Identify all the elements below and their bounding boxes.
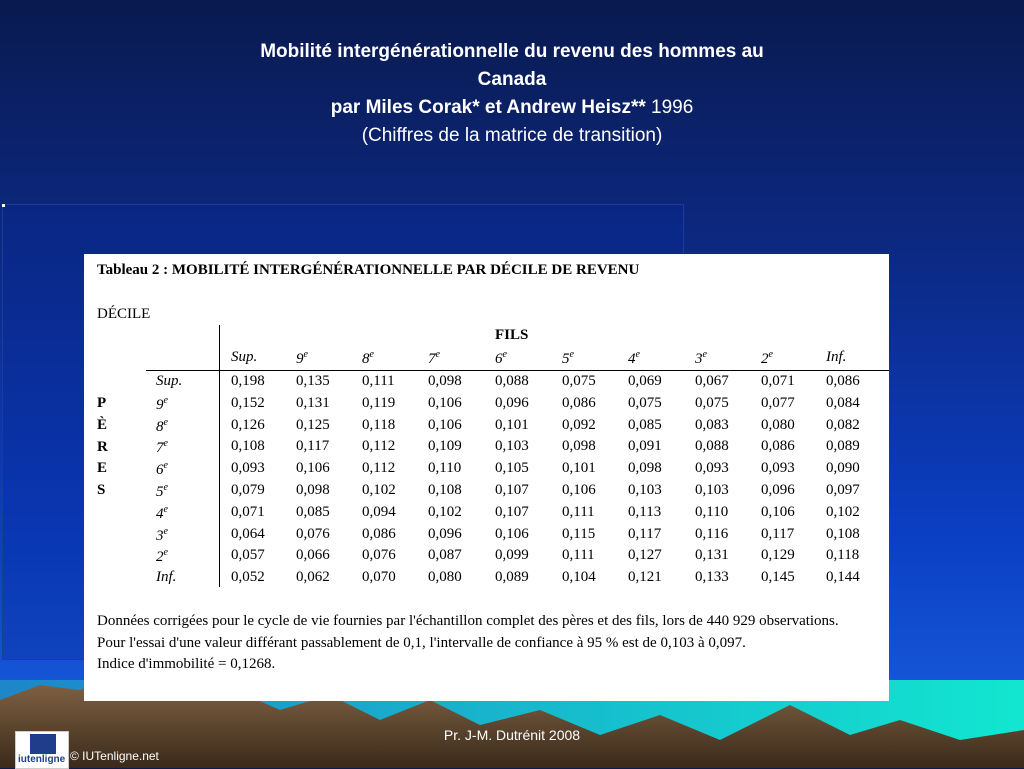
logo-text: iutenligne xyxy=(18,754,66,765)
table-cell: 0,102 xyxy=(362,482,396,498)
table-cell: 0,093 xyxy=(695,460,729,477)
column-header: 5e xyxy=(562,349,574,367)
horizontal-rule xyxy=(146,370,889,371)
footer-author: Pr. J-M. Dutrénit 2008 xyxy=(443,727,581,743)
table-cell: 0,111 xyxy=(362,373,395,389)
fils-label: FILS xyxy=(495,327,529,343)
column-header: 8e xyxy=(362,349,374,367)
decile-label: DÉCILE xyxy=(97,306,151,322)
copyright: © IUTenligne.net xyxy=(70,749,159,763)
table-cell: 0,082 xyxy=(826,416,860,433)
table-cell: 0,062 xyxy=(296,569,330,586)
row-label: 6e xyxy=(156,460,168,479)
title-year: 1996 xyxy=(645,97,694,118)
table-cell: 0,088 xyxy=(695,438,729,455)
table-cell: 0,107 xyxy=(495,503,529,520)
table-cell: 0,102 xyxy=(428,503,462,520)
table-cell: 0,111 xyxy=(562,503,595,520)
table-cell: 0,101 xyxy=(495,416,529,433)
table-cell: 0,067 xyxy=(695,373,729,389)
table-cell: 0,113 xyxy=(628,503,662,520)
table-cell: 0,096 xyxy=(428,525,462,542)
table-cell: 0,111 xyxy=(562,547,595,564)
table-cell: 0,133 xyxy=(695,569,729,586)
table-cell: 0,101 xyxy=(562,460,596,477)
decorative-dot xyxy=(2,204,5,207)
title-line-1: Mobilité intergénérationnelle du revenu des hommes au xyxy=(260,41,764,62)
table-cell: 0,099 xyxy=(495,547,529,564)
table-cell: 0,106 xyxy=(428,416,462,433)
table-cell: 0,103 xyxy=(628,482,662,498)
table-cell: 0,096 xyxy=(495,394,529,411)
table-cell: 0,108 xyxy=(428,482,462,498)
table-cell: 0,131 xyxy=(296,394,330,411)
table-cell: 0,085 xyxy=(296,503,330,520)
table-cell: 0,112 xyxy=(362,438,396,455)
table-cell: 0,076 xyxy=(296,525,330,542)
table-cell: 0,075 xyxy=(562,373,596,389)
table-cell: 0,107 xyxy=(495,482,529,498)
table-cell: 0,125 xyxy=(296,416,330,433)
note-3: Indice d'immobilité = 0,1268. xyxy=(97,656,276,672)
table-cell: 0,118 xyxy=(362,416,396,433)
table-cell: 0,106 xyxy=(296,460,330,477)
note-2: Pour l'essai d'une valeur différant passablement de 0,1, l'intervalle de confiance à 95 % est de 0,103 à 0,097. xyxy=(97,634,746,651)
note-1: Données corrigées pour le cycle de vie fournies par l'échantillon complet des pères et des fils, lors de 440 929 observations. xyxy=(97,613,839,629)
table-cell: 0,086 xyxy=(562,394,596,411)
column-header: 6e xyxy=(495,349,507,367)
table-cell: 0,105 xyxy=(495,460,529,477)
table-cell: 0,057 xyxy=(231,547,265,564)
table-cell: 0,052 xyxy=(231,569,265,586)
table-cell: 0,119 xyxy=(362,394,396,411)
row-label: 4e xyxy=(156,503,168,522)
table-cell: 0,098 xyxy=(628,460,662,477)
table-cell: 0,097 xyxy=(826,482,860,498)
table-cell: 0,085 xyxy=(628,416,662,433)
column-header: 3e xyxy=(695,349,707,367)
table-cell: 0,117 xyxy=(296,438,330,455)
table-cell: 0,094 xyxy=(362,503,396,520)
table-cell: 0,079 xyxy=(231,482,265,498)
table-cell: 0,110 xyxy=(695,503,729,520)
table-cell: 0,108 xyxy=(826,525,860,542)
title-line-4: (Chiffres de la matrice de transition) xyxy=(361,125,663,146)
peres-letter: S xyxy=(97,482,106,499)
row-label: Inf. xyxy=(156,569,177,586)
row-label: Sup. xyxy=(156,373,183,389)
title-authors: par Miles Corak* et Andrew Heisz** xyxy=(330,97,646,118)
table-cell: 0,127 xyxy=(628,547,662,564)
table-cell: 0,108 xyxy=(231,438,265,455)
table-cell: 0,103 xyxy=(695,482,729,498)
table-cell: 0,087 xyxy=(428,547,462,564)
table-cell: 0,198 xyxy=(231,373,265,389)
row-label: 2e xyxy=(156,547,168,566)
table-cell: 0,121 xyxy=(628,569,662,586)
table-cell: 0,093 xyxy=(761,460,795,477)
row-label: 8e xyxy=(156,416,168,435)
peres-letter: R xyxy=(97,438,108,455)
table-cell: 0,096 xyxy=(761,482,795,498)
table-cell: 0,106 xyxy=(562,482,596,498)
table-cell: 0,080 xyxy=(428,569,462,586)
table-cell: 0,089 xyxy=(495,569,529,586)
table-cell: 0,075 xyxy=(695,394,729,411)
table-cell: 0,076 xyxy=(362,547,396,564)
table-document xyxy=(84,254,889,701)
title-line-2: Canada xyxy=(477,69,547,90)
slide-title xyxy=(0,38,1024,150)
row-label: 7e xyxy=(156,438,168,457)
table-cell: 0,089 xyxy=(826,438,860,455)
table-cell: 0,117 xyxy=(628,525,662,542)
table-cell: 0,116 xyxy=(695,525,729,542)
table-cell: 0,090 xyxy=(826,460,860,477)
table-cell: 0,104 xyxy=(562,569,596,586)
row-label: 5e xyxy=(156,482,168,500)
column-header: 9e xyxy=(296,349,308,367)
table-cell: 0,084 xyxy=(826,394,860,411)
table-cell: 0,066 xyxy=(296,547,330,564)
iutenligne-logo xyxy=(15,731,69,769)
table-cell: 0,098 xyxy=(296,482,330,498)
table-cell: 0,080 xyxy=(761,416,795,433)
table-title: Tableau 2 : MOBILITÉ INTERGÉNÉRATIONNELLE PAR DÉCILE DE REVENU xyxy=(97,262,640,278)
table-cell: 0,131 xyxy=(695,547,729,564)
table-cell: 0,126 xyxy=(231,416,265,433)
table-cell: 0,135 xyxy=(296,373,330,389)
column-header: Inf. xyxy=(826,349,847,365)
table-cell: 0,075 xyxy=(628,394,662,411)
logo-square xyxy=(30,734,56,754)
row-label: 3e xyxy=(156,525,168,544)
table-cell: 0,106 xyxy=(761,503,795,520)
table-cell: 0,088 xyxy=(495,373,529,389)
column-header: Sup. xyxy=(231,349,258,365)
table-cell: 0,098 xyxy=(428,373,462,389)
table-notes xyxy=(97,611,887,676)
table-cell: 0,106 xyxy=(428,394,462,411)
table-cell: 0,083 xyxy=(695,416,729,433)
table-cell: 0,091 xyxy=(628,438,662,455)
peres-letter: È xyxy=(97,416,108,433)
row-label: 9e xyxy=(156,394,168,413)
table-cell: 0,092 xyxy=(562,416,596,433)
table-cell: 0,086 xyxy=(362,525,396,542)
table-cell: 0,064 xyxy=(231,525,265,542)
table-cell: 0,086 xyxy=(761,438,795,455)
column-header: 2e xyxy=(761,349,773,367)
table-cell: 0,144 xyxy=(826,569,860,586)
table-cell: 0,069 xyxy=(628,373,662,389)
table-cell: 0,109 xyxy=(428,438,462,455)
table-cell: 0,117 xyxy=(761,525,795,542)
table-cell: 0,115 xyxy=(562,525,596,542)
table-cell: 0,152 xyxy=(231,394,265,411)
peres-letter: E xyxy=(97,460,108,477)
title-line-3 xyxy=(0,94,1024,122)
column-header: 4e xyxy=(628,349,640,367)
table-cell: 0,071 xyxy=(231,503,265,520)
vertical-rule xyxy=(219,325,220,587)
table-cell: 0,102 xyxy=(826,503,860,520)
table-cell: 0,106 xyxy=(495,525,529,542)
table-cell: 0,070 xyxy=(362,569,396,586)
table-cell: 0,077 xyxy=(761,394,795,411)
table-cell: 0,071 xyxy=(761,373,795,389)
table-cell: 0,118 xyxy=(826,547,860,564)
table-cell: 0,110 xyxy=(428,460,462,477)
table-cell: 0,103 xyxy=(495,438,529,455)
table-cell: 0,112 xyxy=(362,460,396,477)
table-cell: 0,145 xyxy=(761,569,795,586)
table-cell: 0,098 xyxy=(562,438,596,455)
table-cell: 0,129 xyxy=(761,547,795,564)
column-header: 7e xyxy=(428,349,440,367)
peres-letter: P xyxy=(97,395,107,411)
table-cell: 0,093 xyxy=(231,460,265,477)
table-cell: 0,086 xyxy=(826,373,860,389)
